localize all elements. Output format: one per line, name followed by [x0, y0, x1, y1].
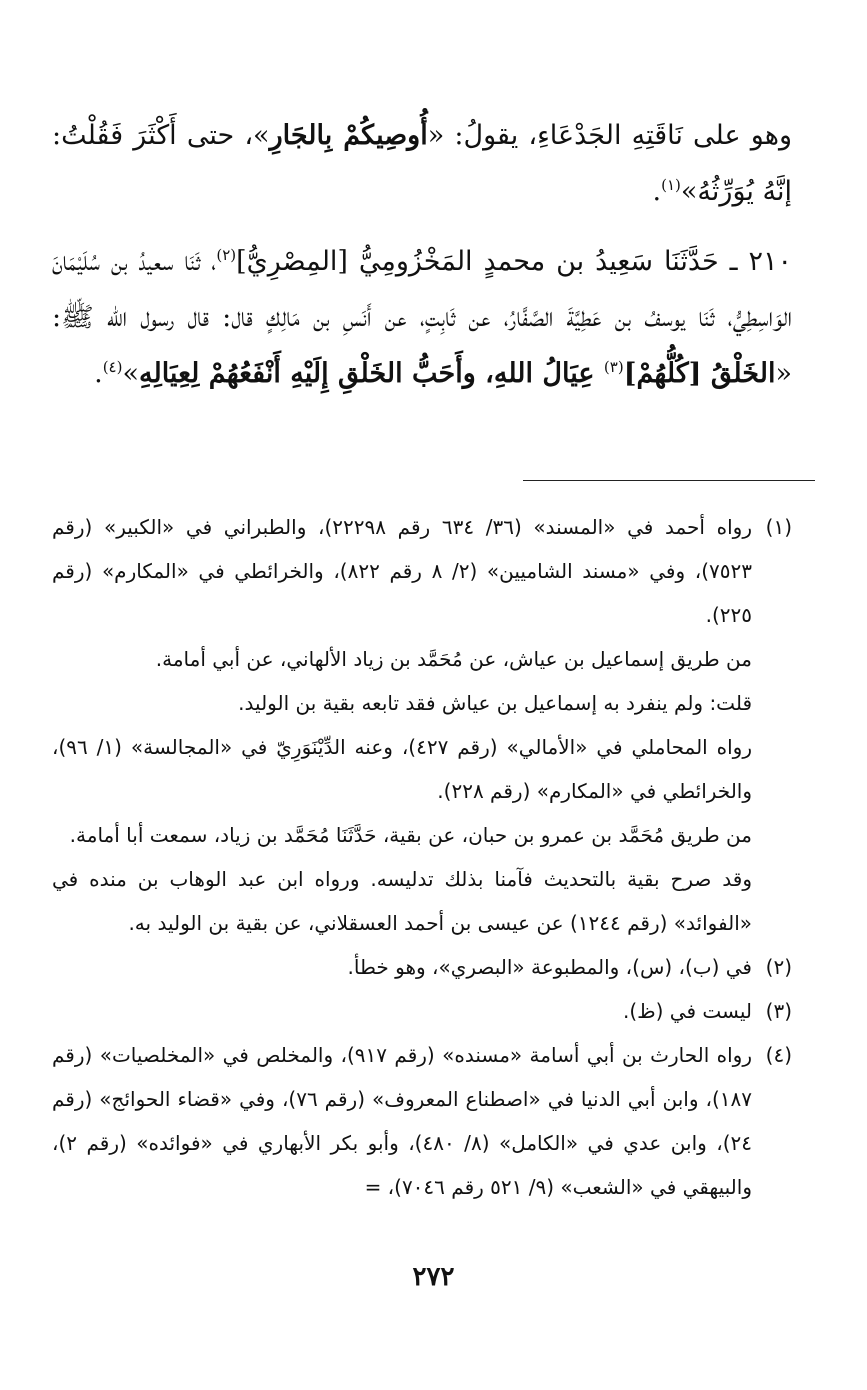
- hadith-quote: الخَلْقُ [كُلُّهُمْ]: [623, 358, 776, 389]
- footnote-line: رواه أحمد في «المسند» (٣٦/ ٦٣٤ رقم ٢٢٢٩٨)، والطبراني في «الكبير» (رقم ٧٥٢٣)، وفي «مسند الشاميين» (٢/ ٨ رقم ٨٢٢)، والخرائطي في «المكارم» (رقم ٢٢٥).: [52, 515, 752, 627]
- footnote-line: في (ب)، (س)، والمطبوعة «البصري»، وهو خطأ.: [347, 955, 752, 979]
- footnote-line: رواه المحاملي في «الأمالي» (رقم ٤٢٧)، وعنه الدِّيْنَوَرِيّ في «المجالسة» (١/ ٩٦)، والخرائطي في «المكارم» (رقم ٢٢٨).: [52, 735, 752, 803]
- paragraph-1: [52, 108, 792, 220]
- text-run: .: [94, 358, 103, 389]
- text-run: ٢١٠ ـ حَدَّثَنَا سَعِيدُ بن محمدٍ المَخْزُومِيُّ [المِصْرِيُّ]: [236, 246, 793, 277]
- footnote-line: قلت: ولم ينفرد به إسماعيل بن عياش فقد تابعه بقية بن الوليد.: [238, 691, 752, 715]
- hadith-quote: عِيَالُ اللهِ، وأَحَبُّ الخَلْقِ إِلَيْهِ أَنْفَعُهُمْ لِعِيَالِهِ: [139, 358, 604, 389]
- footnote-ref[interactable]: (٣): [603, 358, 624, 376]
- text-run: .: [652, 176, 662, 207]
- footnote-number: (٢): [765, 955, 792, 979]
- page-number: ٢٧٢: [412, 1262, 455, 1292]
- footnote-line: من طريق إسماعيل بن عياش، عن مُحَمَّد بن زياد الألهاني، عن أبي أمامة.: [155, 647, 752, 671]
- text-run: وهو على نَاقَتِهِ الجَدْعَاءِ، يقولُ: «: [427, 120, 792, 151]
- footnote-line: رواه الحارث بن أبي أسامة «مسنده» (رقم ٩١٧)، والمخلص في «المخلصيات» (رقم ١٨٧)، وابن أبي الدنيا في «اصطناع المعروف» (رقم ٧٦)، وفي «قضاء الحوائج» (رقم ٢٤)، وابن عدي في «الكامل» (٨/ ٤٨٠)، وأبو بكر الأبهاري في «فوائده» (رقم ٢)، والبيهقي في «الشعب» (٩/ ٥٢١ رقم ٧٠٤٦)، =: [52, 1043, 753, 1199]
- hadith-quote: أُوصِيكُمْ بِالجَارِ: [269, 120, 428, 151]
- footnote-ref[interactable]: (٤): [102, 358, 123, 376]
- main-text: [52, 108, 792, 416]
- text-run: »، حتى أَكْثَرَ فَقُلْتُ: إنَّهُ يُوَرِّثُهُ»: [52, 120, 792, 207]
- footnote-ref[interactable]: (١): [661, 176, 681, 194]
- footnote-number: (١): [765, 515, 792, 539]
- footnote-line: من طريق مُحَمَّد بن عمرو بن حبان، عن بقية، حَدَّثَنَا مُحَمَّد بن زياد، سمعت أبا أمامة.: [69, 823, 752, 847]
- text-run: ، ثَنَا سعيدُ بن سُلَيْمَانَ الوَاسِطِيُّ، ثَنَا يوسفُ بن عَطِيَّةَ الصَّفَّارُ، عن ثَابِتٍ، عن أَنَسِ بن مَالِكٍ قال: قال رسول الله ﷺ: «: [52, 246, 792, 389]
- footnote-3: [52, 989, 792, 1033]
- footnote-number: (٤): [765, 1043, 792, 1067]
- footnote-number: (٣): [765, 999, 792, 1023]
- footnote-line: وقد صرح بقية بالتحديث فآمنا بذلك تدليسه. ورواه ابن عبد الوهاب بن منده في «الفوائد» (رقم ١٢٤٤) عن عيسى بن أحمد العسقلاني، عن بقية بن الوليد به.: [52, 867, 752, 935]
- footnote-line: ليست في (ظ).: [622, 999, 752, 1023]
- text-run: »: [122, 358, 139, 389]
- footnote-ref[interactable]: (٢): [216, 246, 237, 264]
- footnote-divider: [523, 480, 815, 481]
- footnote-4: [52, 1033, 792, 1209]
- footnote-1: [52, 505, 792, 945]
- footnote-2: [52, 945, 792, 989]
- footnotes: [52, 505, 792, 1209]
- paragraph-210: [52, 234, 792, 402]
